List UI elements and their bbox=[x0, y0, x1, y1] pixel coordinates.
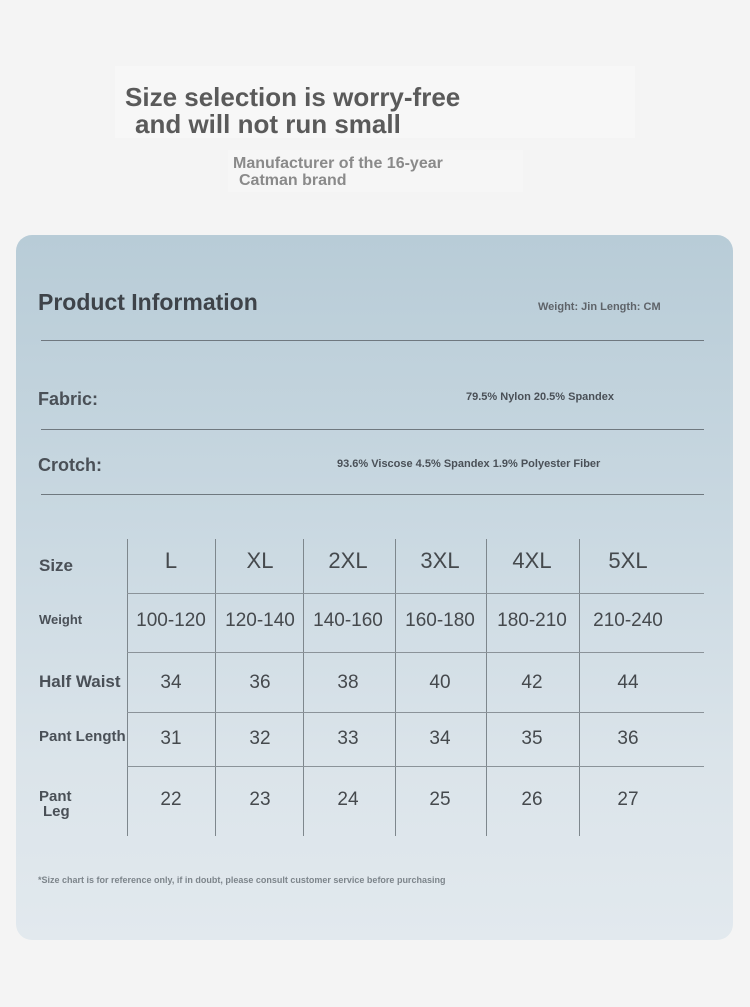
pant-leg-cell: 25 bbox=[429, 789, 451, 810]
pant-length-cell: 33 bbox=[337, 728, 359, 749]
subheadline-line-2: Catman brand bbox=[239, 172, 347, 189]
pant-leg-cell: 26 bbox=[521, 789, 543, 810]
pant-leg-row-label-line-1: Pant bbox=[39, 788, 72, 805]
headline-line-1: Size selection is worry-free bbox=[125, 82, 461, 112]
size-header-cell: XL bbox=[246, 548, 274, 573]
size-chart-footnote: *Size chart is for reference only, if in doubt, please consult customer service before purchasing bbox=[38, 875, 446, 885]
pant-length-cell: 32 bbox=[249, 728, 271, 749]
size-header-cell: 5XL bbox=[608, 548, 648, 573]
weight-cell: 180-210 bbox=[497, 610, 567, 631]
pant-length-cell: 36 bbox=[617, 728, 639, 749]
headline-block bbox=[115, 66, 635, 138]
half-waist-cell: 38 bbox=[337, 672, 359, 693]
subheadline-block bbox=[228, 150, 523, 192]
pant-leg-cell: 24 bbox=[337, 789, 359, 810]
unit-note: Weight: Jin Length: CM bbox=[538, 301, 661, 313]
size-header-cell: 3XL bbox=[420, 548, 460, 573]
pant-leg-row-label-line-2: Leg bbox=[43, 803, 70, 820]
row-divider bbox=[127, 766, 704, 767]
crotch-value: 93.6% Viscose 4.5% Spandex 1.9% Polyester Fiber bbox=[337, 458, 601, 470]
fabric-label: Fabric: bbox=[38, 389, 99, 409]
pant-leg-cell: 27 bbox=[617, 789, 639, 810]
subheadline-line-1: Manufacturer of the 16-year bbox=[233, 155, 443, 172]
headline-line-2: and will not run small bbox=[135, 109, 401, 139]
row-divider bbox=[127, 712, 704, 713]
weight-cell: 140-160 bbox=[313, 610, 383, 631]
size-row-label: Size bbox=[39, 556, 74, 575]
weight-cell: 210-240 bbox=[593, 610, 663, 631]
fabric-value: 79.5% Nylon 20.5% Spandex bbox=[466, 391, 614, 403]
pant-length-cell: 35 bbox=[521, 728, 543, 749]
column-divider bbox=[579, 539, 580, 836]
half-waist-cell: 44 bbox=[617, 672, 639, 693]
size-chart-table bbox=[16, 235, 733, 940]
pant-length-cell: 31 bbox=[160, 728, 182, 749]
row-divider bbox=[127, 652, 704, 653]
size-header-cell: L bbox=[164, 548, 178, 573]
pant-length-row-label: Pant Length bbox=[39, 728, 126, 745]
product-info-card bbox=[16, 235, 733, 940]
pant-length-cell: 34 bbox=[429, 728, 451, 749]
half-waist-cell: 40 bbox=[429, 672, 451, 693]
weight-cell: 160-180 bbox=[405, 610, 475, 631]
crotch-label: Crotch: bbox=[38, 455, 102, 475]
half-waist-cell: 42 bbox=[521, 672, 543, 693]
pant-leg-cell: 22 bbox=[160, 789, 182, 810]
pant-leg-cell: 23 bbox=[249, 789, 271, 810]
row-divider bbox=[127, 593, 704, 594]
weight-cell: 100-120 bbox=[136, 610, 206, 631]
size-header-cell: 4XL bbox=[512, 548, 552, 573]
half-waist-cell: 36 bbox=[249, 672, 271, 693]
half-waist-cell: 34 bbox=[160, 672, 182, 693]
weight-cell: 120-140 bbox=[225, 610, 295, 631]
size-header-cell: 2XL bbox=[328, 548, 368, 573]
product-info-title: Product Information bbox=[38, 289, 258, 315]
half-waist-row-label: Half Waist bbox=[39, 672, 121, 691]
weight-row-label: Weight bbox=[39, 612, 83, 627]
